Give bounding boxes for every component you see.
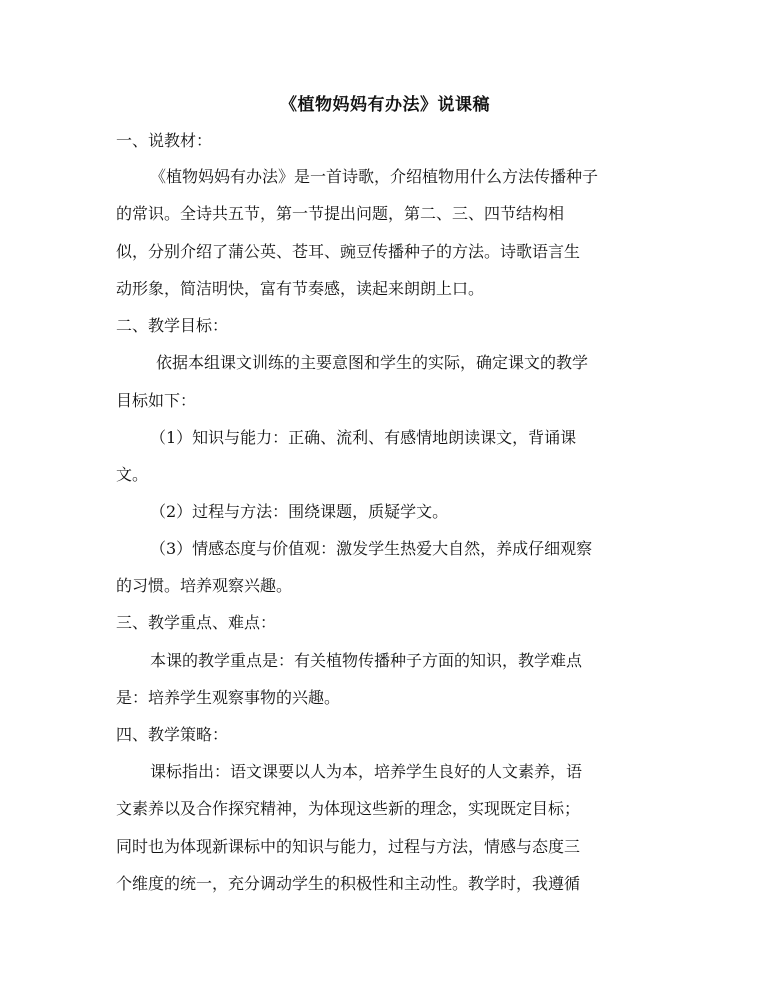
- paragraph-line: 是：培养学生观察事物的兴趣。: [116, 688, 341, 707]
- paragraph-line: 动形象，简洁明快，富有节奏感，读起来朗朗上口。: [116, 279, 485, 298]
- heading-section-2: 二、教学目标：: [116, 316, 229, 335]
- heading-section-3: 三、教学重点、难点：: [116, 613, 277, 632]
- paragraph-line: 文。: [116, 465, 149, 484]
- heading-section-4: 四、教学策略：: [116, 725, 229, 744]
- paragraph-line: 同时也为体现新课标中的知识与能力，过程与方法，情感与态度三: [116, 837, 581, 856]
- heading-section-1: 一、说教材：: [116, 131, 213, 150]
- objective-item-3: （3）情感态度与价值观：激发学生热爱大自然，养成仔细观察: [150, 539, 593, 558]
- paragraph-line: 文素养以及合作探究精神，为体现这些新的理念，实现既定目标；: [116, 799, 581, 818]
- paragraph-line: 似，分别介绍了蒲公英、苍耳、豌豆传播种子的方法。诗歌语言生: [116, 242, 581, 261]
- paragraph-line: 目标如下：: [116, 391, 197, 410]
- objective-item-1: （1）知识与能力：正确、流利、有感情地朗读课文，背诵课: [150, 428, 577, 447]
- paragraph-line: 课标指出：语文课要以人为本，培养学生良好的人文素养，语: [150, 762, 583, 781]
- paragraph-line: 依据本组课文训练的主要意图和学生的实际，确定课文的教学: [156, 353, 589, 372]
- paragraph-line: 《植物妈妈有办法》是一首诗歌，介绍植物用什么方法传播种子: [150, 167, 599, 186]
- paragraph-line: 的常识。全诗共五节，第一节提出问题，第二、三、四节结构相: [116, 204, 565, 223]
- paragraph-line: 的习惯。培养观察兴趣。: [116, 576, 293, 595]
- paragraph-line: 个维度的统一，充分调动学生的积极性和主动性。教学时，我遵循: [116, 874, 581, 893]
- objective-item-2: （2）过程与方法：围绕课题，质疑学文。: [150, 502, 449, 521]
- paragraph-line: 本课的教学重点是：有关植物传播种子方面的知识，教学难点: [150, 651, 583, 670]
- document-title: 《植物妈妈有办法》说课稿: [280, 95, 490, 115]
